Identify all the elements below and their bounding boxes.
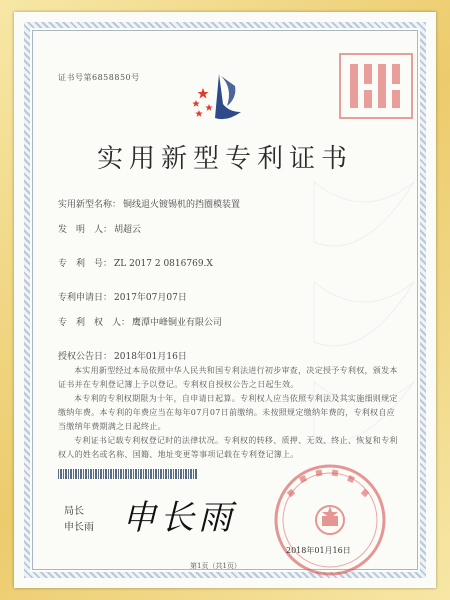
official-seal-icon <box>336 50 416 122</box>
body-paragraph: 专利证书记载专利权登记时的法律状况。专利权的转移、质押、无效、终止、恢复和专利权人的姓名或名称、国籍、地址变更等事项记载在专利登记簿上。 <box>58 436 398 459</box>
field-label: 专 利 权 人： <box>58 318 131 328</box>
field-label: 专利申请日： <box>58 293 113 303</box>
director-name: 申长雨 <box>64 522 94 533</box>
page-number: 第1页（共1页） <box>190 562 241 570</box>
patent-number <box>58 256 213 269</box>
field-label: 专 利 号： <box>58 259 113 269</box>
page-title: 实用新型专利证书 <box>96 144 353 174</box>
field-label: 发 明 人： <box>58 225 113 235</box>
filing-date <box>58 290 187 303</box>
state-ip-office-seal-icon <box>270 460 390 580</box>
certificate-number: 证书号第6858850号 <box>58 73 140 82</box>
field-label: 实用新型名称： <box>58 200 122 210</box>
utility-model-name <box>58 197 240 210</box>
director-title: 局长 <box>64 506 84 517</box>
body-paragraph: 本专利的专利权期限为十年，自申请日起算。专利权人应当依照专利法及其实施细则规定缴纳年费。本专利的年费应当在每年07月07日前缴纳。未按照规定缴纳年费的，专利权自应当缴纳年费期满之日起终止。 <box>58 394 398 431</box>
field-value: 胡超云 <box>114 225 142 235</box>
inventor <box>58 222 141 235</box>
field-value: ZL 2017 2 0816769.X <box>114 259 213 269</box>
grant-date <box>58 349 187 362</box>
certificate-paper <box>14 12 436 588</box>
patent-office-logo-icon <box>189 68 253 124</box>
patent-owner <box>58 315 222 328</box>
field-value: 2018年01月16日 <box>114 352 187 362</box>
signature-date: 2018年01月16日 <box>286 546 351 555</box>
barcode <box>58 469 198 479</box>
field-value: 鹰潭中峰铜业有限公司 <box>132 318 223 328</box>
director-signature: 申长雨 <box>122 498 236 538</box>
field-value: 2017年07月07日 <box>114 293 187 303</box>
body-paragraph: 本实用新型经过本局依照中华人民共和国专利法进行初步审查，决定授予专利权，颁发本证书并在专利登记簿上予以登记。专利权自授权公告之日起生效。 <box>58 366 398 389</box>
field-label: 授权公告日： <box>58 352 113 362</box>
field-value: 铜线退火镀锡机的挡圈模装置 <box>123 200 241 210</box>
